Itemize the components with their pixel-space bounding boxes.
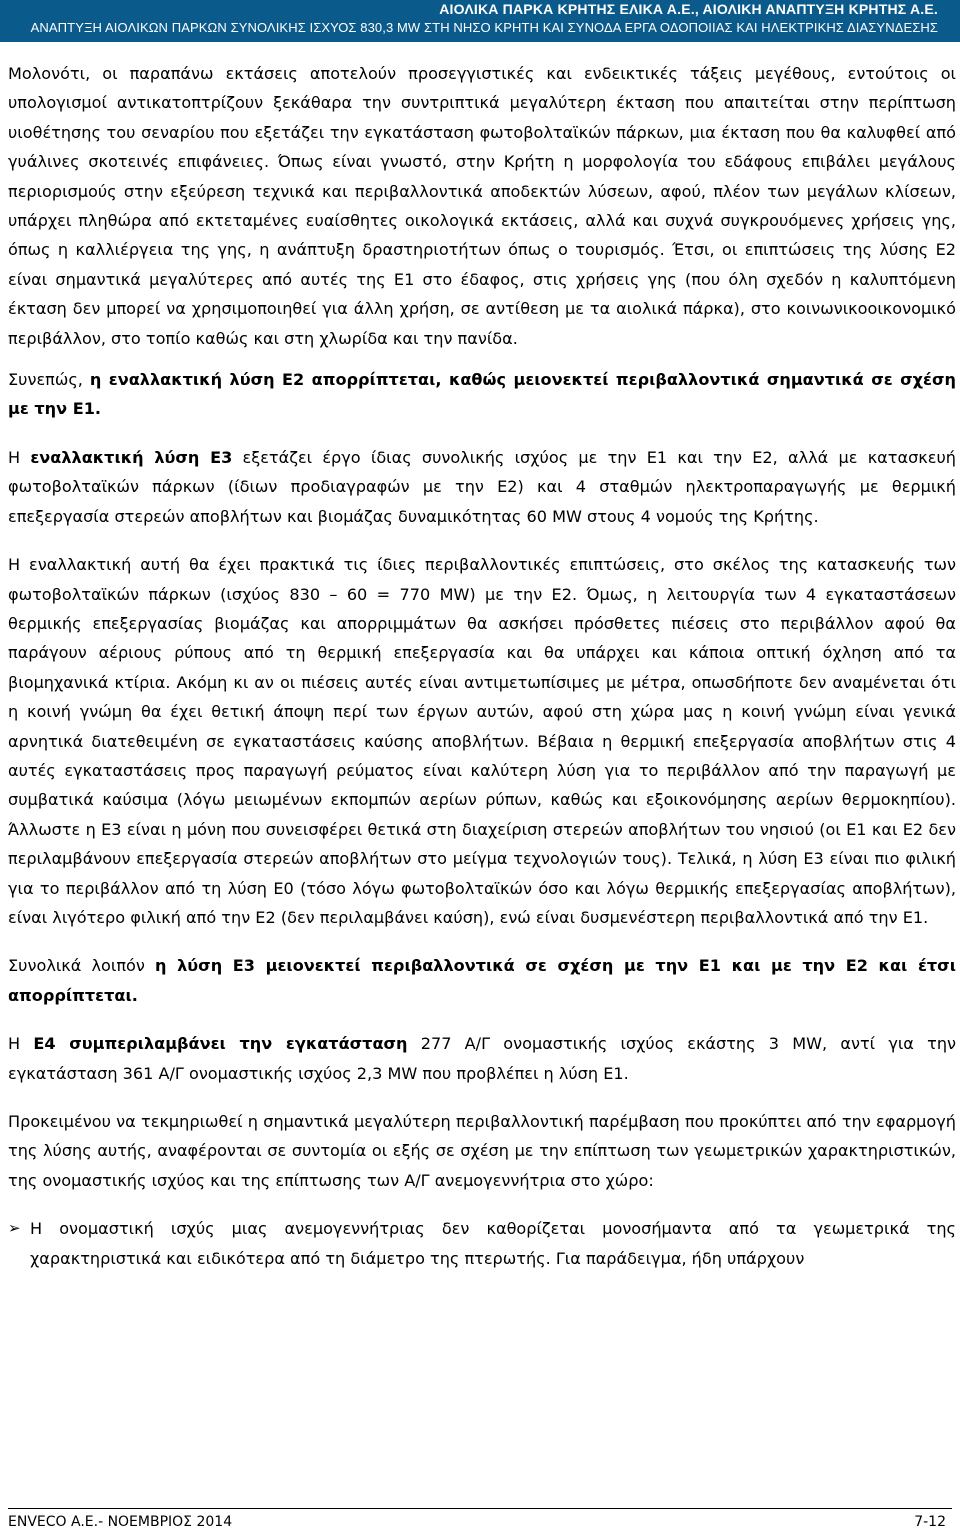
paragraph-6-pre: Η — [8, 1034, 34, 1054]
header-project-line: ΑΝΑΠΤΥΞΗ ΑΙΟΛΙΚΩΝ ΠΑΡΚΩΝ ΣΥΝΟΛΙΚΗΣ ΙΣΧΥΟΣ 830,3 MW ΣΤΗ ΝΗΣΟ ΚΡΗΤΗ ΚΑΙ ΣΥΝΟΔΑ ΕΡΓΑ ΟΔΟΠΟΙΙΑΣ ΚΑΙ ΗΛΕΚΤΡΙΚΗΣ ΔΙΑΣΥΝΔΕΣΗΣ — [30, 20, 938, 35]
paragraph-6-e4 — [8, 1029, 956, 1088]
paragraph-4: Η εναλλακτική αυτή θα έχει πρακτικά τις ίδιες περιβαλλοντικές επιπτώσεις, στο σκέλος της κατασκευής των φωτοβολταϊκών πάρκων (ισχύος 830 – 60 = 770 MW) με την Ε2. Όμως, η λειτουργία των 4 εγκαταστάσεων θερμικής επεξεργασίας βιομάζας και απορριμμάτων θα ασκήσει πρόσθετες πιέσεις στο περιβάλλον αφού θα παράγουν αέριους ρύπους από τη θερμική επεξεργασία και θα υπάρχει και κάποια οπτική όχληση από τα βιομηχανικά κτίρια. Ακόμη κι αν οι πιέσεις αυτές είναι αντιμετωπίσιμες με μέτρα, οπωσδήποτε δεν αναμένεται ότι η κοινή γνώμη θα έχει θετική άποψη περί των έργων αυτών, αφού στη χώρα μας η κοινή γνώμη είναι γενικά αρνητικά διατεθειμένη σε εγκαταστάσεις καύσης αποβλήτων. Βέβαια η θερμική επεξεργασία αποβλήτων στις 4 αυτές εγκαταστάσεις προς παραγωγή ρεύματος είναι καλύτερη λύση για το περιβάλλον από την παραγωγή με συμβατικά καύσιμα (λόγω μειωμένων εκπομπών αερίων ρύπων, καθώς και εξοικονόμησης αερίων θερμοκηπίου). Άλλωστε η Ε3 είναι η μόνη που συνεισφέρει θετικά στη διαχείριση στερεών αποβλήτων του νησιού (οι Ε1 και Ε2 δεν περιλαμβάνουν επεξεργασία στερεών αποβλήτων στο μείγμα τεχνολογιών τους). Τελικά, η λύση Ε3 είναι πιο φιλική για το περιβάλλον από τη λύση Ε0 (τόσο λόγω φωτοβολταϊκών όσο και λόγω θερμικής επεξεργασίας αποβλήτων), είναι λιγότερο φιλική από την Ε2 (δεν περιλαμβάνει καύση), ενώ είναι δυσμενέστερη περιβαλλοντικά από την Ε1. — [8, 555, 956, 927]
paragraph-3-post: εξετάζει έργο ίδιας συνολικής ισχύος με την Ε1 και την Ε2, αλλά με κατασκευή φωτοβολταϊκών πάρκων (ίδιων προδιαγραφών με την Ε2) και 4 σταθμών ηλεκτροπαραγωγής με θερμική επεξεργασία στερεών αποβλήτων και βιομάζας δυναμικότητας 60 MW στους 4 νομούς της Κρήτης. — [8, 447, 956, 526]
paragraph-6-bold: Ε4 συμπεριλαμβάνει την εγκατάσταση — [33, 1034, 408, 1054]
footer-page-number: 7-12 — [914, 1514, 946, 1530]
paragraph-2-lead: Συνεπώς, — [8, 370, 90, 390]
paragraph-3-e3 — [8, 443, 956, 531]
paragraph-5-lead: Συνολικά λοιπόν — [8, 956, 156, 976]
document-body — [8, 59, 956, 1292]
paragraph-5-bold: η λύση Ε3 μειονεκτεί περιβαλλοντικά σε σχέση με την Ε1 και με την Ε2 και έτσι απορρίπτεται. — [8, 956, 956, 1005]
page-header — [0, 0, 960, 42]
bullet-text: Η ονομαστική ισχύς μιας ανεμογεννήτριας δεν καθορίζεται μονοσήμαντα από τα γεωμετρικά της χαρακτηριστικά και ειδικότερα από τη διάμετρο της πτερωτής. Για παράδειγμα, ήδη υπάρχουν — [30, 1219, 956, 1268]
paragraph-5-conclusion-e3 — [8, 951, 956, 1010]
header-company-line: ΑΙΟΛΙΚΑ ΠΑΡΚΑ ΚΡΗΤΗΣ ΕΛΙΚΑ Α.Ε., ΑΙΟΛΙΚΗ ΑΝΑΠΤΥΞΗ ΚΡΗΤΗΣ Α.Ε. — [439, 1, 938, 17]
paragraph-3-bold: εναλλακτική λύση Ε3 — [30, 447, 233, 467]
paragraph-7: Προκειμένου να τεκμηριωθεί η σημαντικά μεγαλύτερη περιβαλλοντική παρέμβαση που προκύπτει από την εφαρμογή της λύσης αυτής, αναφέρονται σε συντομία οι εξής σε σχέση με την επίπτωση των γεωμετρικών χαρακτηριστικών, της ονομαστικής ισχύος και της επίπτωσης των Α/Γ ανεμογεννήτρια στο χώρο: — [8, 1112, 956, 1190]
paragraph-6-post: 277 Α/Γ ονομαστικής ισχύος εκάστης 3 MW, αντί για την εγκατάσταση 361 Α/Γ ονομαστικής ισχύος 2,3 MW που προβλέπει η λύση Ε1. — [8, 1034, 957, 1083]
paragraph-2-bold: η εναλλακτική λύση Ε2 απορρίπτεται, καθώς μειονεκτεί περιβαλλοντικά σημαντικά σε σχέση με την Ε1. — [8, 370, 957, 419]
footer-divider — [8, 1508, 952, 1509]
arrow-bullet-icon: ➢ — [8, 1219, 21, 1238]
paragraph-1: Μολονότι, οι παραπάνω εκτάσεις αποτελούν προσεγγιστικές και ενδεικτικές τάξεις μεγέθους, εντούτοις οι υπολογισμοί αντικατοπτρίζουν ξεκάθαρα την συντριπτικά μεγαλύτερη έκταση που απαιτείται στην περίπτωση υιοθέτησης του σεναρίου που εξετάζει την εγκατάσταση φωτοβολταϊκών πάρκων, μια έκταση που θα καλυφθεί από γυάλινες σκοτεινές επιφάνειες. Όπως είναι γνωστό, στην Κρήτη η μορφολογία του εδάφους επιβάλει μεγάλους περιορισμούς στην εξεύρεση τεχνικά και περιβαλλοντικά αποδεκτών λύσεων, αφού, πλέον των μεγάλων κλίσεων, υπάρχει πληθώρα από εκτεταμένες ευαίσθητες οικολογικά εκτάσεις, αλλά και συχνά συγκρουόμενες χρήσεις γης, όπως η καλλιέργεια της γης, η ανάπτυξη δραστηριοτήτων όπως ο τουρισμός. Έτσι, οι επιπτώσεις της λύσης Ε2 είναι σημαντικά μεγαλύτερες από αυτές της Ε1 στο έδαφος, στις χρήσεις γης (που όλη σχεδόν η καλυπτόμενη έκταση δεν μπορεί να χρησιμοποιηθεί για άλλη χρήση, σε αντίθεση με τα αιολικά πάρκα), στο κοινωνικοοικονομικό περιβάλλον, στο τοπίο καθώς και στη χλωρίδα και την πανίδα. — [8, 64, 956, 348]
paragraph-3-pre: Η — [8, 447, 31, 467]
paragraph-2-conclusion-e2 — [8, 365, 956, 424]
page-footer — [0, 1508, 960, 1530]
footer-company-date: ENVECO A.E.- ΝΟΕΜΒΡΙΟΣ 2014 — [8, 1514, 233, 1530]
bullet-item — [8, 1214, 956, 1273]
